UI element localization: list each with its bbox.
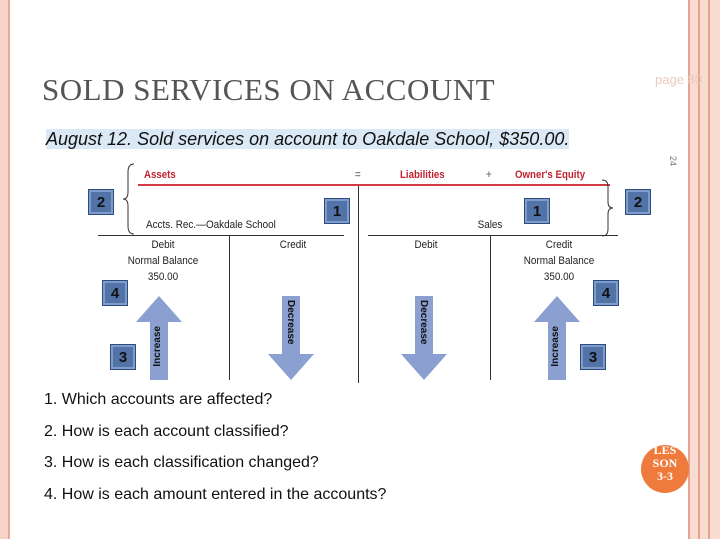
right-normal-balance: Normal Balance [523,255,595,267]
right-credit-label: Credit [545,239,573,251]
header-equals: = [355,169,361,181]
question-item: 3. How is each classification changed? [44,454,319,471]
left-debit-label: Debit [151,239,175,251]
marker-3-right: 3 [580,344,606,370]
right-increase-text: Increase [550,326,561,367]
marker-1-left: 1 [324,198,350,224]
question-list [44,384,386,510]
left-normal-balance: Normal Balance [127,255,199,267]
right-account-name: Sales [477,219,503,231]
left-decrease-arrow [268,296,314,380]
marker-2-right: 2 [625,189,651,215]
right-brace-icon [600,178,614,238]
header-liabilities: Liabilities [400,169,445,181]
right-increase-arrow [534,296,580,380]
marker-4-left: 4 [102,280,128,306]
left-t-stem [229,235,230,380]
left-t-top [98,235,344,236]
marker-2-left: 2 [88,189,114,215]
lesson-badge-line2: SON [652,456,678,470]
marker-4-right: 4 [593,280,619,306]
right-t-top [368,235,618,236]
right-t-stem [490,235,491,380]
header-plus: + [486,169,492,181]
question-item: 2. How is each account classified? [44,422,289,440]
lesson-badge [641,445,689,493]
header-owners-equity: Owner's Equity [515,169,586,181]
right-decrease-arrow [401,296,447,380]
page-label: page 80 [655,72,702,87]
transaction-text: August 12. Sold services on account to Oakdale School, $350.00. [46,129,570,149]
right-amount: 350.00 [543,271,575,283]
header-assets: Assets [144,169,176,181]
left-decrease-text: Decrease [285,300,296,345]
right-debit-label: Debit [414,239,438,251]
side-number: 24 [668,156,678,167]
marker-1-right: 1 [524,198,550,224]
lesson-badge-line3: 3-3 [657,469,673,483]
header-underline [138,184,610,186]
t-account-diagram [88,158,660,383]
lesson-badge-line1: LES [653,445,677,457]
marker-3-left: 3 [110,344,136,370]
left-increase-text: Increase [152,326,163,367]
left-amount: 350.00 [147,271,179,283]
question-item: 4. How is each amount entered in the accounts? [44,485,387,503]
left-credit-label: Credit [279,239,307,251]
equation-divider [358,186,359,383]
left-account-name: Accts. Rec.—Oakdale School [146,219,276,231]
question-item: 1. Which accounts are affected? [44,391,273,408]
slide-title: SOLD SERVICES ON ACCOUNT [42,72,496,107]
right-decrease-text: Decrease [418,300,429,345]
transaction-description [46,129,569,150]
left-brace-icon [122,162,136,236]
left-border-decoration [0,0,8,539]
left-increase-arrow [136,296,182,380]
